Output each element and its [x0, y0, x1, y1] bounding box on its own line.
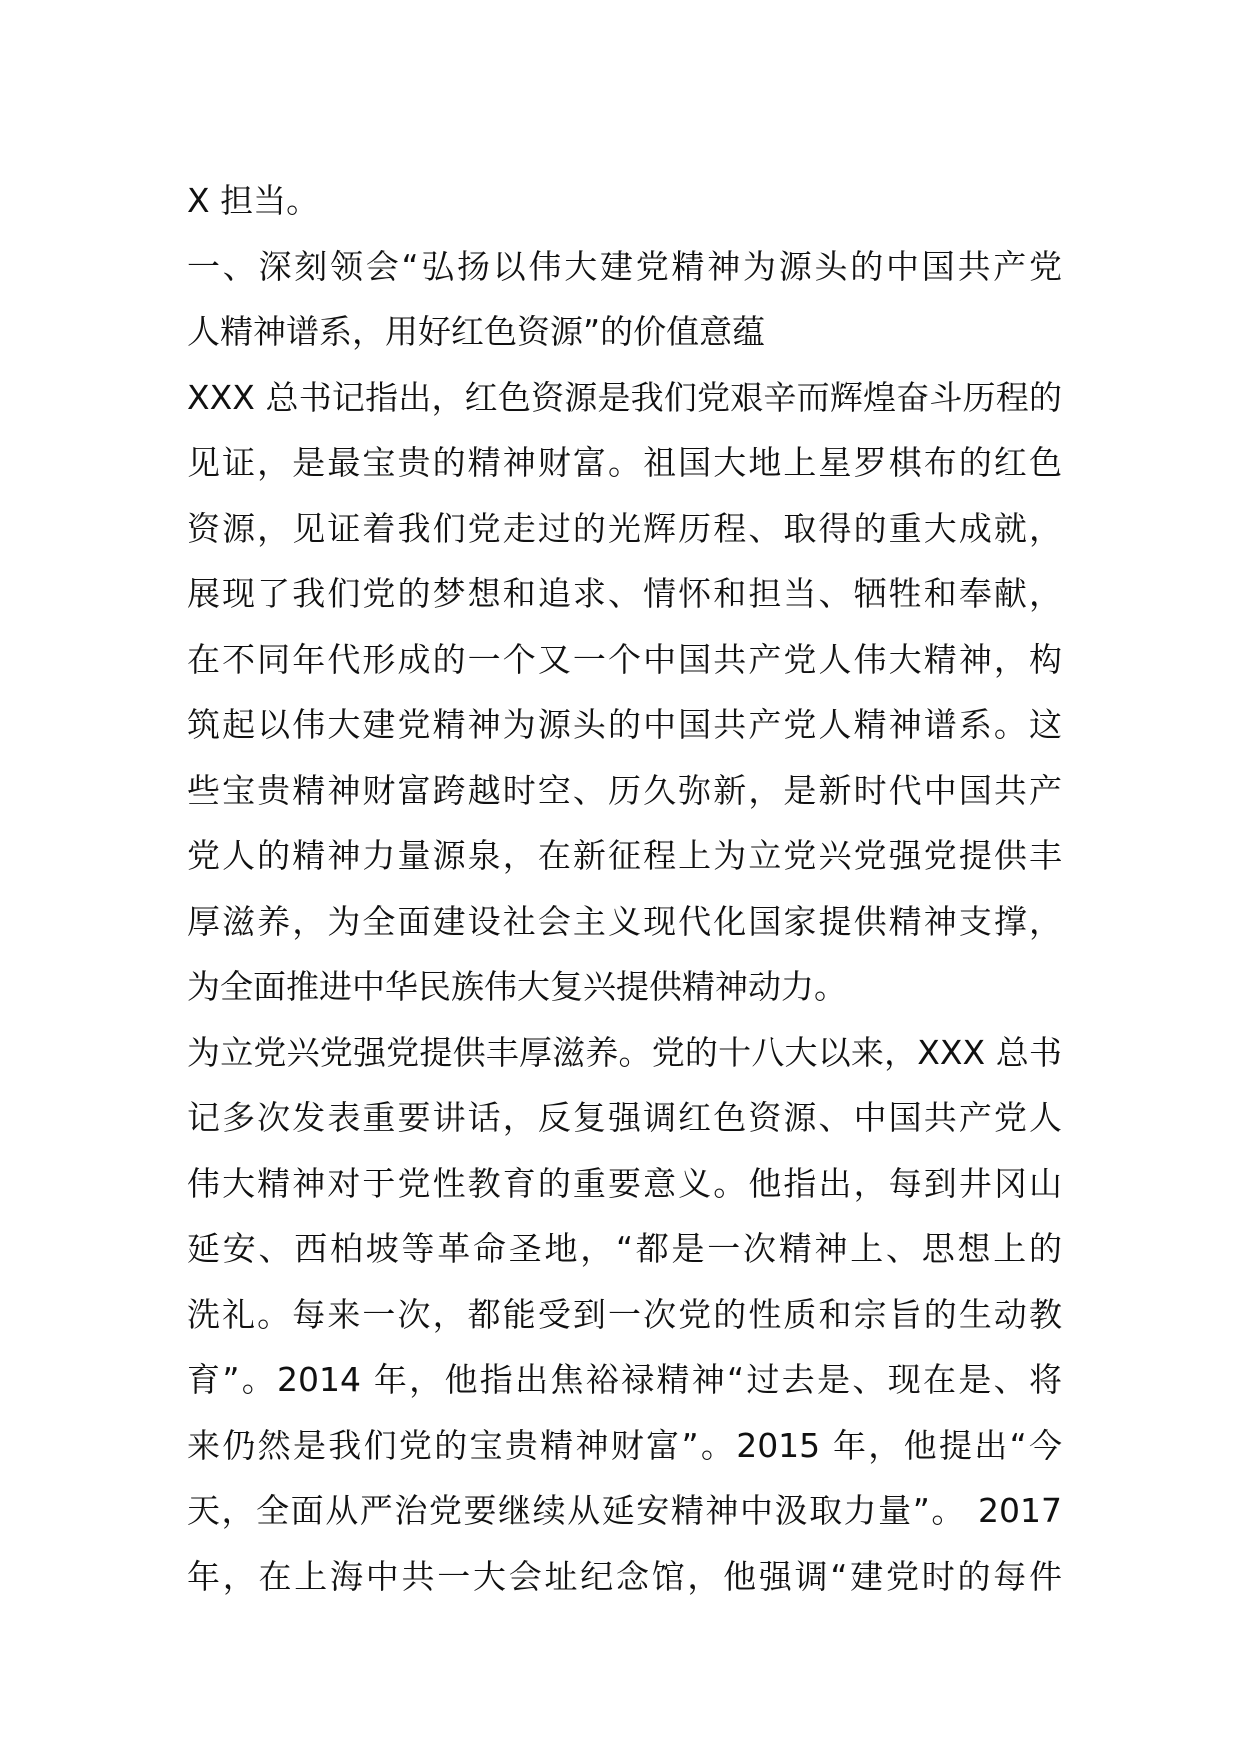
text-line: 洗礼。每来一次，都能受到一次党的性质和宗旨的生动教: [187, 1294, 1062, 1334]
text-line: 在不同年代形成的一个又一个中国共产党人伟大精神，构: [187, 639, 1062, 679]
text-line: 为全面推进中华民族伟大复兴提供精神动力。: [187, 967, 847, 1006]
text-line: 展现了我们党的梦想和追求、情怀和担当、牺牲和奉献，: [187, 574, 1062, 613]
text-line: X 担当。: [187, 181, 320, 220]
text-line: 天，全面从严治党要继续从延安精神中汲取力量”。 2017: [187, 1491, 1062, 1530]
body-text: [187, 168, 1062, 1609]
text-line: XXX 总书记指出，红色资源是我们党艰辛而辉煌奋斗历程的: [187, 377, 1062, 417]
text-line: 厚滋养，为全面建设社会主义现代化国家提供精神支撑，: [187, 901, 1062, 941]
text-line: 见证，是最宝贵的精神财富。祖国大地上星罗棋布的红色: [187, 443, 1062, 482]
text-line: 一、深刻领会“弘扬以伟大建党精神为源头的中国共产党: [187, 246, 1062, 286]
text-line: 为立党兴党强党提供丰厚滋养。党的十八大以来，XXX 总书: [187, 1032, 1062, 1072]
text-line: 筑起以伟大建党精神为源头的中国共产党人精神谱系。这: [187, 705, 1062, 744]
text-line: 记多次发表重要讲话，反复强调红色资源、中国共产党人: [187, 1098, 1062, 1137]
text-line: 延安、西柏坡等革命圣地，“都是一次精神上、思想上的: [187, 1229, 1062, 1268]
text-line: 育”。2014 年，他指出焦裕禄精神“过去是、现在是、将: [187, 1360, 1062, 1399]
text-line: 人精神谱系，用好红色资源”的价值意蕴: [187, 312, 766, 351]
text-line: 党人的精神力量源泉，在新征程上为立党兴党强党提供丰: [187, 836, 1062, 875]
text-line: 来仍然是我们党的宝贵精神财富”。2015 年，他提出“今: [187, 1425, 1062, 1465]
text-line: 些宝贵精神财富跨越时空、历久弥新，是新时代中国共产: [187, 770, 1062, 810]
text-line: 年，在上海中共一大会址纪念馆，他强调“建党时的每件: [187, 1556, 1062, 1596]
text-line: 资源，见证着我们党走过的光辉历程、取得的重大成就，: [187, 508, 1062, 548]
text-line: 伟大精神对于党性教育的重要意义。他指出，每到井冈山: [187, 1163, 1062, 1203]
